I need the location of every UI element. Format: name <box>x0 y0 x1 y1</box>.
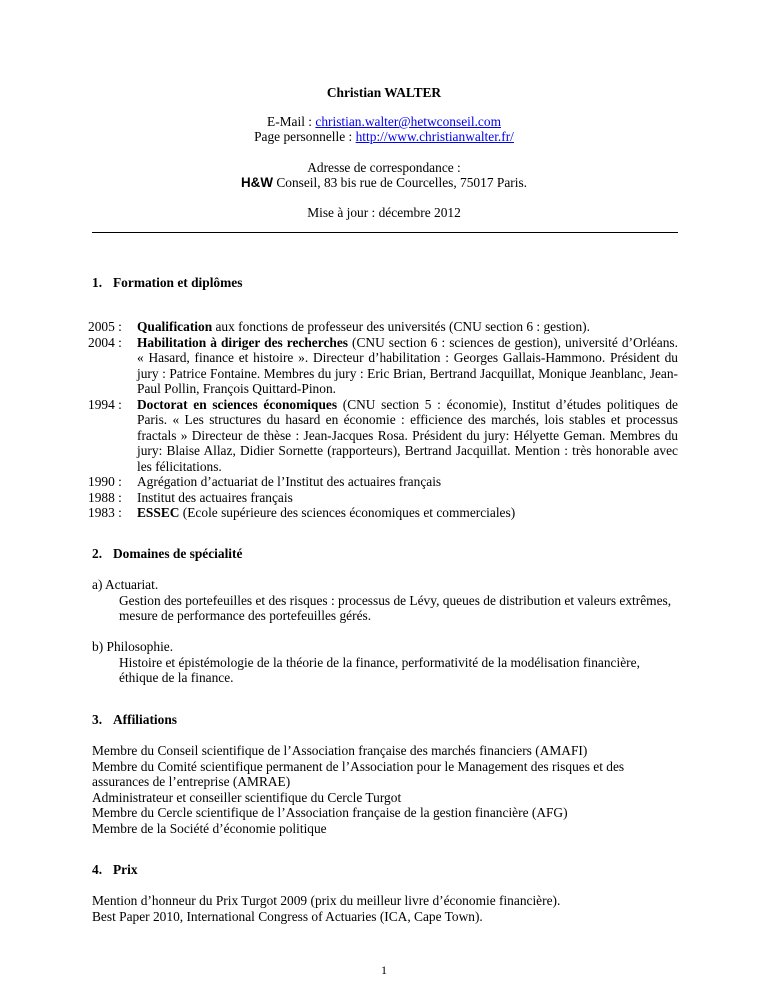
homepage-link[interactable]: http://www.christianwalter.fr/ <box>355 129 514 144</box>
specialty-text: Histoire et épistémologie de la théorie de la finance, performativité de la modélisation financière, éthique de la finance. <box>119 654 640 685</box>
formation-list <box>88 319 678 521</box>
list-item: Membre du Cercle scientifique de l’Association française de la gestion financière (AFG) <box>92 805 568 820</box>
specialty-text: Gestion des portefeuilles et des risques : processus de Lévy, queues de distribution et valeurs extrêmes, mesure de performance des portefeuilles gérés. <box>119 592 672 623</box>
entry-title: Qualification <box>137 319 213 334</box>
entry-year: 1988 : <box>88 489 122 505</box>
entry-text: aux fonctions de professeur des universités (CNU section 6 : gestion). <box>212 319 590 334</box>
list-item: Membre du Comité scientifique permanent de l’Association pour le Management des risques et des assurances de l’entreprise (AMRAE) <box>92 758 625 789</box>
entry-text: (CNU section 6 : sciences de gestion), université d’Orléans. « Hasard, finance et histoire ». Directeur d’habilitation : Georges Gallais-Hammono. Président du jury : Patrice Fontaine. Membres du jury : Eric Brian, Bertrand Jacquillat, Monique Jeanblanc, Jean-Paul Pollin, François Quittard-Pinon. <box>137 334 678 396</box>
address-line <box>0 175 768 191</box>
address-text: Conseil, 83 bis rue de Courcelles, 75017 Paris. <box>276 175 527 190</box>
header-divider <box>92 232 678 233</box>
specialty-label: b) Philosophie. <box>92 639 174 654</box>
entry-text: Institut des actuaires français <box>137 489 293 505</box>
list-item <box>88 505 678 521</box>
specialty-philosophie <box>92 639 678 686</box>
homepage-line <box>0 129 768 145</box>
list-item <box>88 397 678 475</box>
list-item: Membre de la Société d’économie politique <box>92 820 327 836</box>
entry-text: (CNU section 5 : économie), Institut d’études politiques de Paris. « Les structures du hasard en économie : efficience des marchés, lois stables et processus fractals » Directeur de thèse : Jean-Jacques Rosa. Président du jury: Hélyette Geman. Membres du jury: Blaise Allaz, Didier Sornette (rapporteurs), Bertrand Jacquillat. Mention : très honorable avec les félicitations. <box>137 396 678 474</box>
entry-title: Habilitation à diriger des recherches <box>137 334 348 350</box>
list-item <box>88 319 678 335</box>
entry-year: 2004 : <box>88 334 122 350</box>
entry-year: 1990 : <box>88 474 122 489</box>
section-title: Prix <box>113 862 138 877</box>
entry-text: (Ecole supérieure des sciences économiques et commerciales) <box>179 505 516 520</box>
section-title: Domaines de spécialité <box>113 546 243 561</box>
list-item: Mention d’honneur du Prix Turgot 2009 (prix du meilleur livre d’économie financière). <box>92 893 561 908</box>
list-item: Membre du Conseil scientifique de l’Association française des marchés financiers (AMAFI) <box>92 743 588 758</box>
entry-text: Agrégation d’actuariat de l’Institut des actuaires français <box>137 474 442 489</box>
list-item <box>88 335 678 397</box>
entry-year: 1983 : <box>88 505 122 520</box>
homepage-label: Page personnelle : <box>254 129 353 144</box>
prizes-list <box>92 893 678 924</box>
page-number: 1 <box>381 963 387 977</box>
list-item <box>88 490 678 506</box>
section-number: 2. <box>92 546 103 561</box>
author-name: Christian WALTER <box>326 85 442 100</box>
entry-year: 2005 : <box>88 319 122 334</box>
entry-title: Doctorat en sciences économiques <box>137 396 338 412</box>
section-title: Formation et diplômes <box>113 275 243 290</box>
email-link[interactable]: christian.walter@hetwconseil.com <box>315 114 501 129</box>
section-number: 1. <box>92 275 103 290</box>
section-number: 3. <box>92 712 103 727</box>
entry-year: 1994 : <box>88 396 122 412</box>
entry-title: ESSEC <box>137 505 180 520</box>
list-item: Administrateur et conseiller scientifique du Cercle Turgot <box>92 789 402 805</box>
email-label: E-Mail : <box>267 114 313 129</box>
section-heading-prix <box>92 862 138 878</box>
specialty-actuariat <box>92 577 678 624</box>
address-label: Adresse de correspondance : <box>307 160 461 175</box>
section-number: 4. <box>92 862 103 877</box>
company-logo: H&W <box>240 175 273 190</box>
email-line <box>0 114 768 130</box>
specialty-label: a) Actuariat. <box>92 577 159 592</box>
update-date: Mise à jour : décembre 2012 <box>307 205 461 220</box>
section-heading-formation <box>92 275 242 291</box>
section-heading-affiliations <box>92 712 177 728</box>
section-title: Affiliations <box>113 712 177 727</box>
section-heading-specialites <box>92 546 242 562</box>
affiliations-list <box>92 743 678 836</box>
list-item: Best Paper 2010, International Congress of Actuaries (ICA, Cape Town). <box>92 908 483 924</box>
list-item <box>88 474 678 490</box>
